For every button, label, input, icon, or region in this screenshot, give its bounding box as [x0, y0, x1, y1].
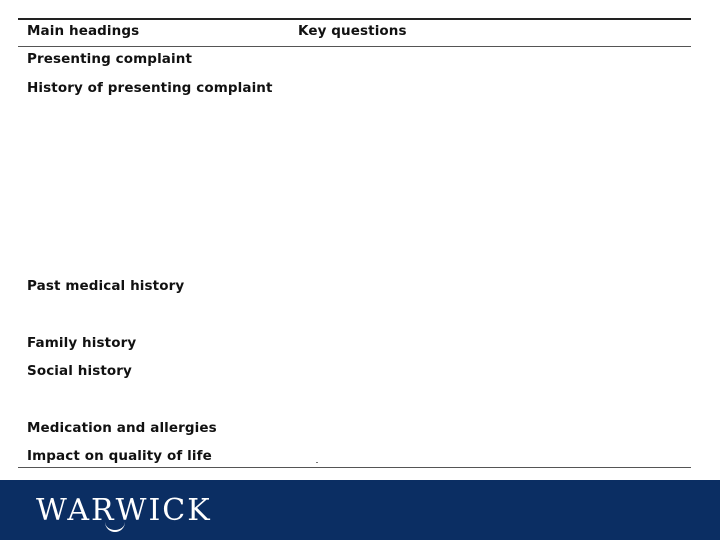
table-top-rule: [18, 18, 691, 20]
row-family-history: Family history: [27, 335, 137, 351]
row-past-medical-history: Past medical history: [27, 278, 185, 294]
row-history-of-presenting-complaint: History of presenting complaint: [27, 80, 273, 96]
warwick-logo: [36, 493, 212, 528]
table-bottom-rule: [18, 467, 691, 468]
stray-mark: [316, 462, 318, 463]
header-divider: [18, 46, 691, 47]
history-table: [18, 18, 691, 468]
column-header-main-headings: Main headings: [27, 23, 140, 39]
column-header-key-questions: Key questions: [298, 23, 407, 39]
row-medication-and-allergies: Medication and allergies: [27, 420, 217, 436]
footer-bar: [0, 480, 720, 540]
logo-text-part-1: WA: [36, 493, 92, 528]
logo-text-part-2: R: [91, 493, 116, 528]
row-social-history: Social history: [27, 363, 132, 379]
row-impact-on-quality-of-life: Impact on quality of life: [27, 448, 212, 464]
row-presenting-complaint: Presenting complaint: [27, 51, 193, 67]
logo-text-part-3: WICK: [115, 493, 212, 528]
